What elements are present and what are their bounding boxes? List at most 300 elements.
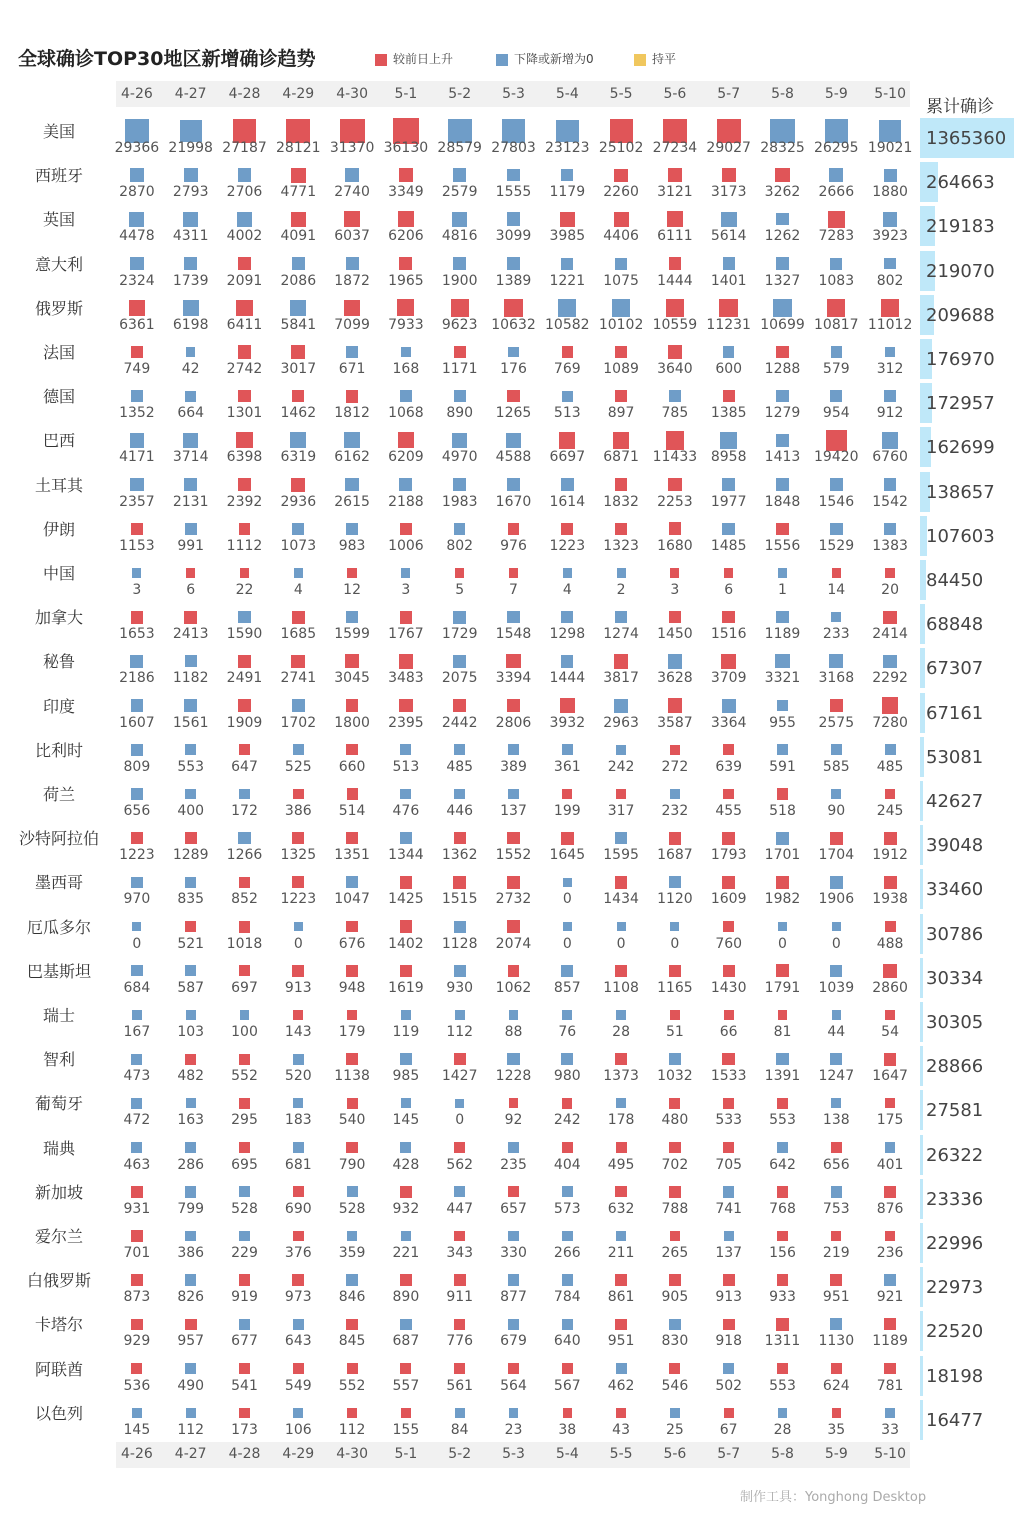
legend-flat-label: 持平 bbox=[652, 52, 677, 66]
value-square bbox=[346, 1053, 358, 1065]
date-label-bottom: 4-30 bbox=[336, 1446, 368, 1462]
value-square bbox=[616, 789, 627, 800]
value-label: 112 bbox=[446, 1024, 474, 1040]
value-label: 1556 bbox=[764, 537, 801, 554]
value-square bbox=[184, 611, 197, 624]
value-label: 3817 bbox=[603, 670, 639, 687]
value-label: 1279 bbox=[764, 405, 801, 422]
value-square bbox=[185, 744, 196, 755]
value-label: 29366 bbox=[114, 140, 160, 156]
value-square bbox=[669, 1274, 681, 1286]
value-label: 462 bbox=[607, 1377, 635, 1394]
legend-up-label: 较前日上升 bbox=[393, 52, 454, 66]
value-label: 183 bbox=[284, 1112, 312, 1129]
value-square bbox=[131, 1142, 142, 1153]
value-square bbox=[400, 789, 411, 800]
date-label-top: 5-2 bbox=[448, 86, 472, 102]
value-label: 857 bbox=[553, 979, 581, 996]
value-square bbox=[346, 390, 359, 403]
value-square bbox=[508, 347, 518, 357]
value-square bbox=[292, 523, 304, 535]
value-label: 28579 bbox=[437, 140, 482, 156]
value-label: 38 bbox=[558, 1421, 577, 1438]
value-square bbox=[454, 921, 466, 933]
value-label: 911 bbox=[446, 1289, 474, 1306]
value-label: 3168 bbox=[818, 670, 855, 687]
value-square bbox=[670, 1231, 680, 1241]
value-square bbox=[616, 1098, 626, 1108]
value-square bbox=[885, 1231, 895, 1241]
value-square bbox=[507, 699, 521, 713]
value-label: 6162 bbox=[334, 449, 370, 466]
value-label: 490 bbox=[177, 1377, 205, 1394]
value-square bbox=[346, 346, 357, 357]
value-square bbox=[723, 1363, 734, 1374]
value-label: 702 bbox=[661, 1156, 689, 1173]
value-label: 1083 bbox=[818, 272, 855, 289]
value-square bbox=[346, 257, 359, 270]
value-square bbox=[617, 922, 626, 931]
value-label: 145 bbox=[123, 1421, 151, 1438]
value-square bbox=[130, 257, 143, 270]
value-label: 6319 bbox=[280, 449, 317, 466]
value-label: 830 bbox=[661, 1333, 689, 1350]
value-square bbox=[453, 611, 466, 624]
value-label: 690 bbox=[284, 1200, 312, 1217]
value-label: 1872 bbox=[334, 272, 370, 289]
value-square bbox=[345, 478, 359, 492]
value-square bbox=[508, 789, 518, 799]
value-label: 4970 bbox=[441, 449, 478, 466]
country-label: 英国 bbox=[42, 210, 75, 230]
value-label: 1595 bbox=[603, 847, 639, 864]
value-square bbox=[507, 611, 520, 624]
value-square bbox=[722, 523, 734, 535]
cumulative-value: 18198 bbox=[926, 1365, 984, 1387]
value-label: 932 bbox=[392, 1200, 420, 1217]
value-square bbox=[723, 965, 735, 977]
value-label: 199 bbox=[553, 803, 581, 819]
value-square bbox=[185, 789, 196, 800]
value-label: 1289 bbox=[172, 847, 209, 864]
date-label-bottom: 5-8 bbox=[771, 1446, 794, 1462]
cumulative-value: 209688 bbox=[926, 304, 995, 326]
value-square bbox=[614, 699, 628, 713]
value-square bbox=[615, 1053, 627, 1065]
value-label: 33 bbox=[881, 1421, 899, 1438]
cumulative-value: 30786 bbox=[926, 923, 984, 945]
value-label: 137 bbox=[715, 1245, 743, 1261]
value-label: 173 bbox=[231, 1421, 258, 1438]
cumulative-value: 67307 bbox=[926, 658, 984, 680]
value-square bbox=[670, 745, 680, 755]
legend-up bbox=[375, 50, 453, 67]
value-square bbox=[398, 432, 414, 448]
country-label: 白俄罗斯 bbox=[26, 1271, 91, 1291]
value-square bbox=[239, 1054, 250, 1065]
value-square bbox=[723, 257, 735, 269]
value-square bbox=[292, 876, 304, 888]
value-label: 1325 bbox=[280, 847, 317, 864]
value-square bbox=[884, 1274, 896, 1286]
value-square bbox=[724, 1010, 734, 1020]
value-square bbox=[883, 212, 898, 227]
value-square bbox=[346, 744, 357, 755]
value-label: 980 bbox=[553, 1068, 581, 1085]
value-square bbox=[130, 655, 143, 668]
value-square bbox=[831, 1186, 842, 1197]
value-label: 3709 bbox=[710, 670, 747, 687]
value-label: 1687 bbox=[657, 847, 693, 864]
value-label: 11231 bbox=[706, 316, 751, 333]
value-square bbox=[560, 212, 575, 227]
value-label: 1685 bbox=[280, 626, 317, 643]
value-square bbox=[132, 922, 141, 931]
value-square bbox=[293, 744, 304, 755]
value-square bbox=[293, 1363, 304, 1374]
footer-credit: 制作工具：Yonghong Desktop bbox=[740, 1490, 927, 1505]
value-square bbox=[401, 1098, 411, 1108]
value-label: 1062 bbox=[495, 979, 532, 996]
value-square bbox=[777, 1363, 788, 1374]
cumulative-value: 33460 bbox=[926, 879, 984, 901]
value-label: 7933 bbox=[388, 316, 424, 333]
date-label-top: 5-8 bbox=[771, 86, 794, 102]
value-square bbox=[561, 478, 574, 491]
value-label: 19420 bbox=[814, 449, 859, 466]
cumulative-value: 22520 bbox=[926, 1321, 984, 1343]
value-label: 1402 bbox=[388, 935, 424, 952]
value-square bbox=[292, 699, 305, 712]
value-square bbox=[294, 568, 303, 577]
value-square bbox=[562, 346, 573, 357]
value-label: 1032 bbox=[657, 1068, 693, 1085]
value-label: 428 bbox=[392, 1156, 420, 1173]
value-label: 973 bbox=[284, 1289, 312, 1306]
value-square bbox=[562, 1274, 574, 1286]
country-label: 智利 bbox=[42, 1050, 75, 1070]
value-label: 163 bbox=[177, 1112, 205, 1129]
value-square bbox=[561, 965, 573, 977]
value-label: 671 bbox=[338, 361, 366, 377]
value-square bbox=[509, 568, 518, 577]
value-label: 790 bbox=[338, 1156, 366, 1173]
value-square bbox=[884, 876, 897, 889]
value-square bbox=[668, 698, 682, 712]
value-label: 28 bbox=[773, 1421, 792, 1438]
value-square bbox=[563, 878, 572, 887]
value-square bbox=[885, 1408, 895, 1418]
value-label: 912 bbox=[876, 405, 904, 422]
value-label: 681 bbox=[284, 1156, 312, 1173]
value-square bbox=[508, 1274, 520, 1286]
value-square bbox=[832, 922, 841, 931]
value-square bbox=[236, 432, 252, 448]
value-square bbox=[237, 212, 252, 227]
value-square bbox=[884, 1318, 896, 1330]
value-square bbox=[670, 1010, 680, 1020]
value-square bbox=[291, 168, 306, 183]
value-label: 6209 bbox=[388, 449, 424, 466]
value-label: 3017 bbox=[280, 361, 317, 377]
country-label: 沙特阿拉伯 bbox=[18, 829, 99, 849]
value-square bbox=[615, 390, 627, 402]
legend-down-label: 下降或新增为0 bbox=[514, 52, 594, 66]
value-label: 2357 bbox=[119, 493, 155, 510]
value-label: 1515 bbox=[441, 891, 478, 908]
value-label: 386 bbox=[177, 1245, 205, 1261]
value-label: 1153 bbox=[119, 537, 155, 554]
value-square bbox=[831, 1363, 842, 1374]
value-square bbox=[239, 1098, 250, 1109]
cumulative-bar bbox=[920, 825, 923, 865]
value-label: 8958 bbox=[710, 449, 747, 466]
value-square bbox=[455, 568, 464, 577]
value-label: 701 bbox=[123, 1245, 151, 1261]
value-label: 1068 bbox=[388, 405, 424, 422]
value-label: 242 bbox=[553, 1112, 581, 1129]
date-label-top: 5-7 bbox=[717, 86, 741, 102]
value-label: 19021 bbox=[867, 140, 913, 156]
value-label: 6206 bbox=[388, 228, 424, 245]
value-square bbox=[454, 390, 466, 402]
value-square bbox=[669, 832, 682, 845]
date-label-bottom: 5-1 bbox=[394, 1446, 418, 1462]
value-square bbox=[184, 168, 198, 182]
value-square bbox=[670, 922, 679, 931]
value-label: 4816 bbox=[441, 228, 478, 245]
value-label: 11433 bbox=[652, 449, 698, 466]
value-square bbox=[831, 612, 841, 622]
value-label: 1351 bbox=[334, 847, 370, 864]
country-label: 墨西哥 bbox=[34, 873, 83, 893]
value-label: 286 bbox=[177, 1156, 205, 1173]
value-square bbox=[776, 1053, 788, 1065]
value-label: 890 bbox=[446, 405, 474, 422]
value-label: 92 bbox=[504, 1112, 523, 1129]
value-label: 330 bbox=[500, 1245, 527, 1261]
value-square bbox=[292, 832, 304, 844]
value-label: 485 bbox=[876, 758, 904, 775]
value-label: 890 bbox=[392, 1289, 420, 1306]
value-label: 1223 bbox=[280, 891, 317, 908]
cumulative-value: 176970 bbox=[926, 349, 995, 370]
value-label: 36130 bbox=[383, 140, 429, 156]
value-square bbox=[238, 345, 252, 359]
value-square bbox=[831, 1142, 842, 1153]
value-square bbox=[401, 1408, 411, 1418]
value-label: 25 bbox=[665, 1421, 684, 1438]
value-square bbox=[777, 1186, 788, 1197]
value-square bbox=[132, 568, 141, 577]
value-label: 877 bbox=[500, 1289, 527, 1306]
value-label: 3985 bbox=[549, 228, 586, 245]
value-label: 1462 bbox=[280, 405, 317, 422]
value-label: 2442 bbox=[441, 714, 478, 731]
cumulative-value: 53081 bbox=[926, 746, 984, 768]
value-label: 1812 bbox=[334, 405, 370, 422]
value-square bbox=[239, 1142, 250, 1153]
value-square bbox=[723, 789, 734, 800]
value-label: 564 bbox=[500, 1377, 527, 1394]
value-square bbox=[504, 299, 522, 317]
value-label: 2086 bbox=[280, 272, 317, 289]
value-label: 233 bbox=[822, 626, 850, 643]
value-square bbox=[293, 789, 304, 800]
value-label: 138 bbox=[822, 1112, 850, 1129]
value-square bbox=[562, 1010, 572, 1020]
value-label: 562 bbox=[446, 1156, 474, 1173]
value-label: 1128 bbox=[441, 935, 478, 952]
value-square bbox=[616, 1231, 626, 1241]
value-square bbox=[452, 433, 467, 448]
value-label: 11012 bbox=[867, 316, 913, 333]
value-square bbox=[723, 1274, 735, 1286]
value-label: 3394 bbox=[495, 670, 532, 687]
value-label: 1546 bbox=[818, 493, 855, 510]
value-label: 178 bbox=[607, 1112, 635, 1129]
value-square bbox=[131, 965, 142, 976]
value-square bbox=[347, 1010, 357, 1020]
value-square bbox=[451, 299, 469, 317]
value-square bbox=[669, 1363, 680, 1374]
value-square bbox=[238, 832, 250, 844]
value-label: 76 bbox=[558, 1024, 577, 1040]
cumulative-bar bbox=[920, 737, 924, 777]
value-square bbox=[669, 1319, 681, 1331]
value-square bbox=[400, 876, 412, 888]
value-square bbox=[131, 1319, 143, 1331]
value-label: 1430 bbox=[710, 979, 747, 996]
value-square bbox=[454, 789, 465, 800]
legend-down bbox=[496, 50, 594, 67]
value-square bbox=[507, 169, 520, 182]
value-square bbox=[722, 699, 736, 713]
value-label: 687 bbox=[392, 1333, 420, 1350]
value-label: 103 bbox=[177, 1024, 205, 1040]
value-square bbox=[453, 876, 465, 888]
value-label: 2666 bbox=[818, 184, 855, 201]
value-label: 1552 bbox=[495, 847, 532, 864]
value-label: 5614 bbox=[710, 228, 747, 245]
value-square bbox=[885, 789, 895, 799]
value-square bbox=[830, 523, 842, 535]
value-label: 741 bbox=[715, 1200, 743, 1217]
value-label: 1228 bbox=[495, 1068, 532, 1085]
value-label: 983 bbox=[338, 537, 366, 554]
value-label: 2075 bbox=[441, 670, 478, 687]
legend-down-swatch bbox=[496, 54, 508, 66]
value-square bbox=[346, 611, 359, 624]
date-label-top: 5-1 bbox=[394, 86, 418, 102]
value-square bbox=[293, 1186, 304, 1197]
value-label: 2 bbox=[616, 582, 626, 598]
value-label: 528 bbox=[231, 1200, 258, 1217]
value-square bbox=[562, 1319, 573, 1330]
value-square bbox=[291, 655, 305, 669]
value-square bbox=[884, 523, 896, 535]
value-label: 211 bbox=[607, 1245, 635, 1261]
value-label: 2491 bbox=[226, 670, 263, 687]
value-label: 221 bbox=[392, 1245, 420, 1261]
value-label: 1848 bbox=[764, 493, 801, 510]
value-label: 343 bbox=[446, 1245, 474, 1261]
value-label: 873 bbox=[123, 1289, 151, 1306]
value-square bbox=[185, 391, 196, 402]
value-label: 2292 bbox=[872, 670, 908, 687]
value-square bbox=[616, 1408, 626, 1418]
cumulative-bar bbox=[920, 693, 925, 733]
value-label: 35 bbox=[827, 1421, 846, 1438]
value-square bbox=[775, 654, 789, 668]
cumulative-bar bbox=[920, 1002, 923, 1042]
value-square bbox=[616, 1010, 625, 1019]
value-label: 156 bbox=[769, 1245, 796, 1261]
value-square bbox=[400, 611, 413, 624]
value-square bbox=[562, 1363, 573, 1374]
value-label: 1288 bbox=[764, 361, 801, 377]
value-square bbox=[507, 832, 520, 845]
value-square bbox=[185, 1054, 196, 1065]
value-label: 1 bbox=[778, 582, 787, 598]
value-label: 1223 bbox=[119, 847, 155, 864]
cumulative-bar bbox=[920, 1400, 923, 1440]
value-label: 1311 bbox=[764, 1333, 801, 1350]
value-label: 1938 bbox=[872, 891, 908, 908]
date-label-bottom: 5-10 bbox=[874, 1446, 906, 1462]
value-label: 639 bbox=[715, 758, 743, 775]
value-label: 235 bbox=[500, 1156, 527, 1173]
value-label: 933 bbox=[769, 1289, 796, 1306]
value-square bbox=[562, 1142, 573, 1153]
value-label: 229 bbox=[231, 1245, 258, 1261]
value-square bbox=[615, 965, 627, 977]
value-square bbox=[239, 965, 250, 976]
value-square bbox=[669, 1142, 680, 1153]
value-label: 2806 bbox=[495, 714, 532, 731]
value-square bbox=[777, 1274, 789, 1286]
value-square bbox=[454, 832, 466, 844]
value-label: 361 bbox=[553, 758, 581, 775]
value-label: 1555 bbox=[495, 184, 532, 201]
cumulative-bar bbox=[920, 1179, 923, 1219]
value-label: 784 bbox=[553, 1289, 581, 1306]
date-label-bottom: 4-28 bbox=[228, 1446, 261, 1462]
value-square bbox=[184, 699, 197, 712]
value-label: 485 bbox=[446, 758, 474, 775]
value-label: 553 bbox=[769, 1377, 796, 1394]
value-square bbox=[615, 1186, 626, 1197]
value-label: 579 bbox=[822, 361, 850, 377]
value-label: 1533 bbox=[710, 1068, 747, 1085]
value-label: 2575 bbox=[818, 714, 855, 731]
cumulative-bar bbox=[920, 1356, 923, 1396]
value-square bbox=[507, 920, 520, 933]
value-label: 1075 bbox=[603, 272, 639, 289]
country-label: 法国 bbox=[42, 343, 75, 362]
value-square bbox=[669, 1098, 680, 1109]
country-label: 俄罗斯 bbox=[34, 298, 83, 318]
cumulative-value: 16477 bbox=[926, 1409, 984, 1431]
value-label: 749 bbox=[123, 361, 151, 377]
value-square bbox=[879, 120, 900, 141]
value-label: 1266 bbox=[226, 847, 263, 864]
value-square bbox=[292, 611, 305, 624]
value-label: 955 bbox=[769, 714, 796, 731]
value-label: 1327 bbox=[764, 272, 801, 289]
value-square bbox=[615, 523, 627, 535]
value-square bbox=[346, 876, 358, 888]
